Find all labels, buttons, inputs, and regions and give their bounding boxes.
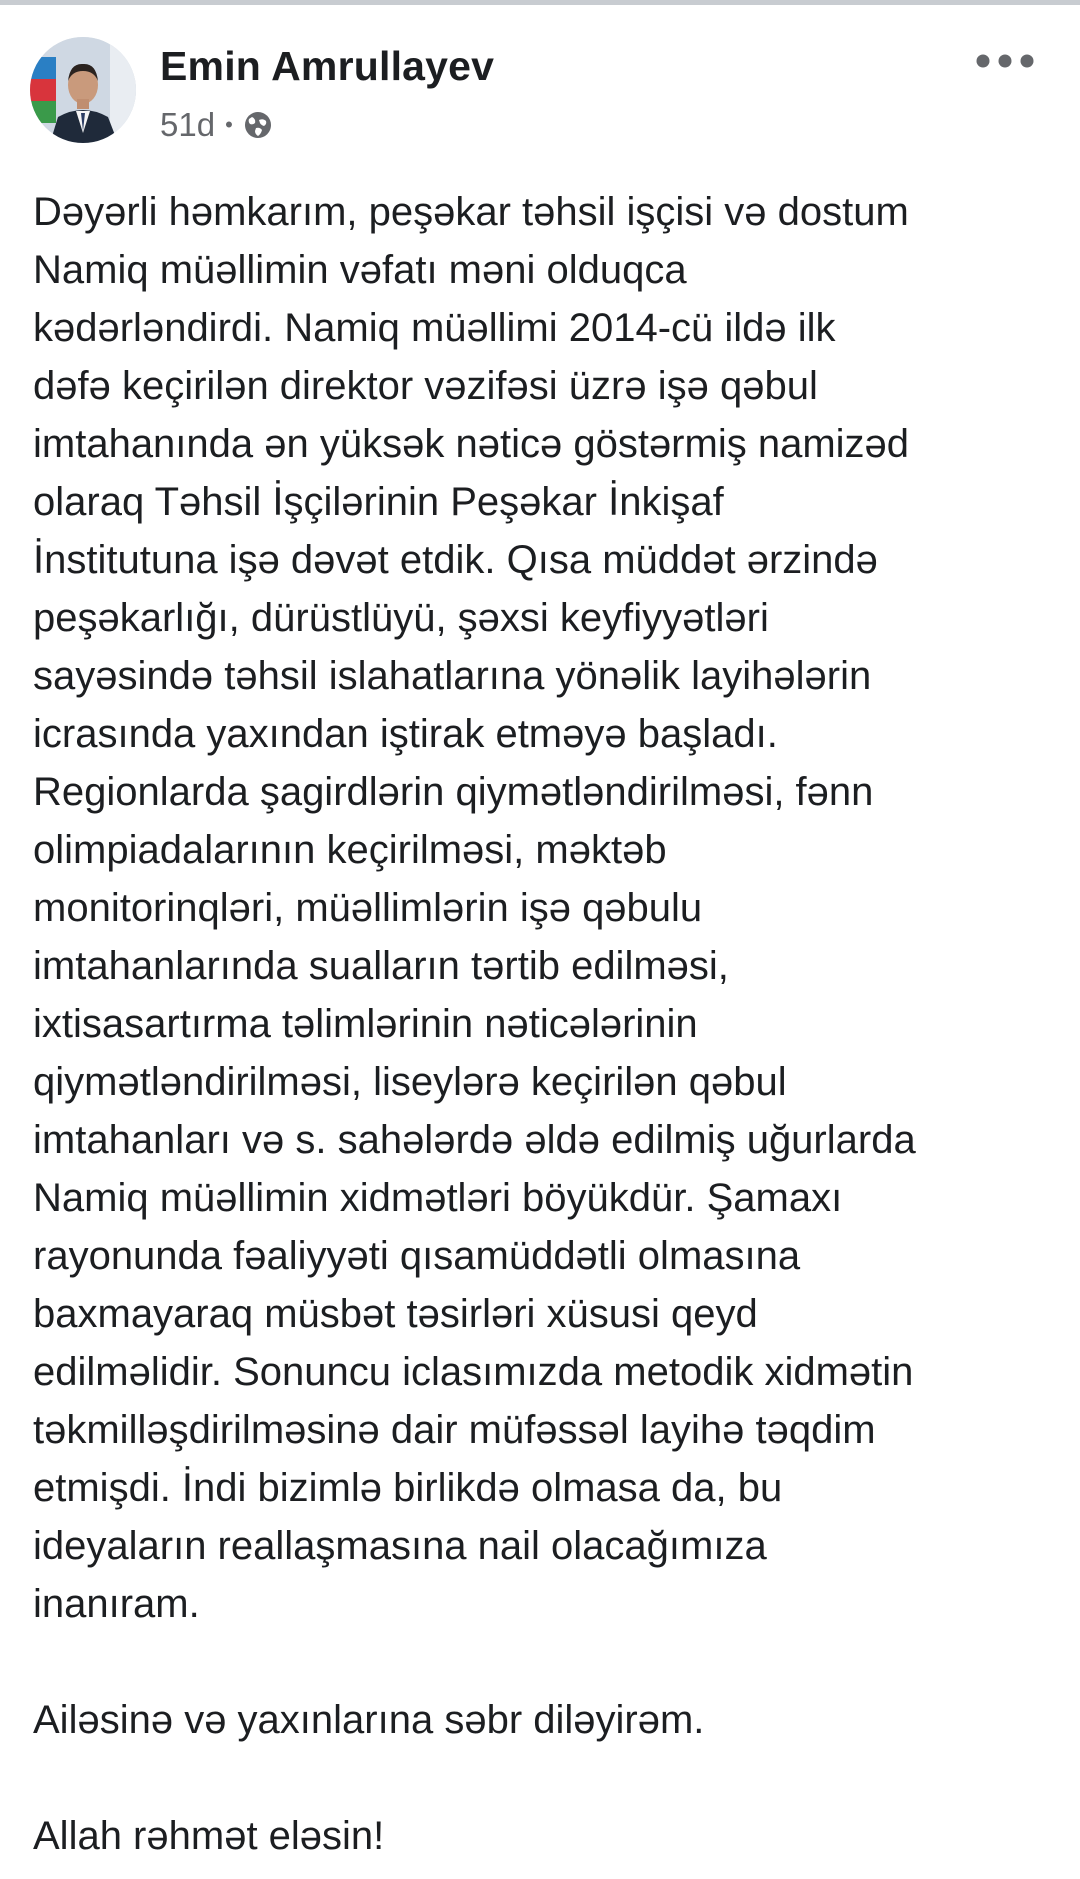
avatar-image bbox=[30, 37, 136, 143]
avatar[interactable] bbox=[30, 37, 136, 143]
post-paragraph-1: Dəyərli həmkarım, peşəkar təhsil işçisi və dostum Namiq müəllimin vəfatı məni olduqca kədərləndirdi. Namiq müəllimi 2014-cü ildə ilk dəfə keçirilən direktor vəzifəsi üzrə işə qəbul imtahanında ən yüksək nəticə göstərmiş namizəd olaraq Təhsil İşçilərinin Peşəkar İnkişaf İnstitutuna işə dəvət etdik. Qısa müddət ərzində peşəkarlığı, dürüstlüyü, şəxsi keyfiyyətləri sayəsində təhsil islahatlarına yönəlik layihələrin icrasında yaxından iştirak etməyə başladı. Regionlarda şagirdlərin qiymətləndirilməsi, fənn olimpiadalarının keçirilməsi, məktəb monitorinqləri, müəllimlərin işə qəbulu imtahanlarında sualların tərtib edilməsi, ixtisasartırma təlimlərinin nəticələrinin qiymətləndirilməsi, liseylərə keçirilən qəbul imtahanları və s. sahələrdə əldə edilmiş uğurlarda Namiq müəllimin xidmətləri böyükdür. Şamaxı rayonunda fəaliyyəti qısamüddətli olmasına baxmayaraq müsbət təsirləri xüsusi qeyd edilməlidir. Sonuncu iclasımızda metodik xidmətin təkmilləşdirilməsinə dair müfəssəl layihə təqdim etmişdi. İndi bizimlə birlikdə olmasa da, bu ideyaların reallaşmasına nail olacağımıza inanıram. bbox=[33, 190, 916, 1626]
more-options-button[interactable] bbox=[970, 41, 1040, 81]
post-paragraph-3: Allah rəhmət eləsin! bbox=[33, 1814, 385, 1858]
globe-icon[interactable] bbox=[243, 110, 273, 140]
post-time[interactable]: 51d bbox=[160, 106, 216, 143]
meta-separator: • bbox=[225, 112, 233, 137]
post-header bbox=[0, 5, 1080, 155]
post-card bbox=[0, 5, 1080, 1858]
post-meta bbox=[160, 105, 273, 145]
post-paragraph-2: Ailəsinə və yaxınlarına səbr diləyirəm. bbox=[33, 1698, 705, 1742]
author-name[interactable]: Emin Amrullayev bbox=[160, 43, 495, 89]
post-body bbox=[33, 183, 1063, 1865]
more-horizontal-icon bbox=[974, 53, 1036, 69]
